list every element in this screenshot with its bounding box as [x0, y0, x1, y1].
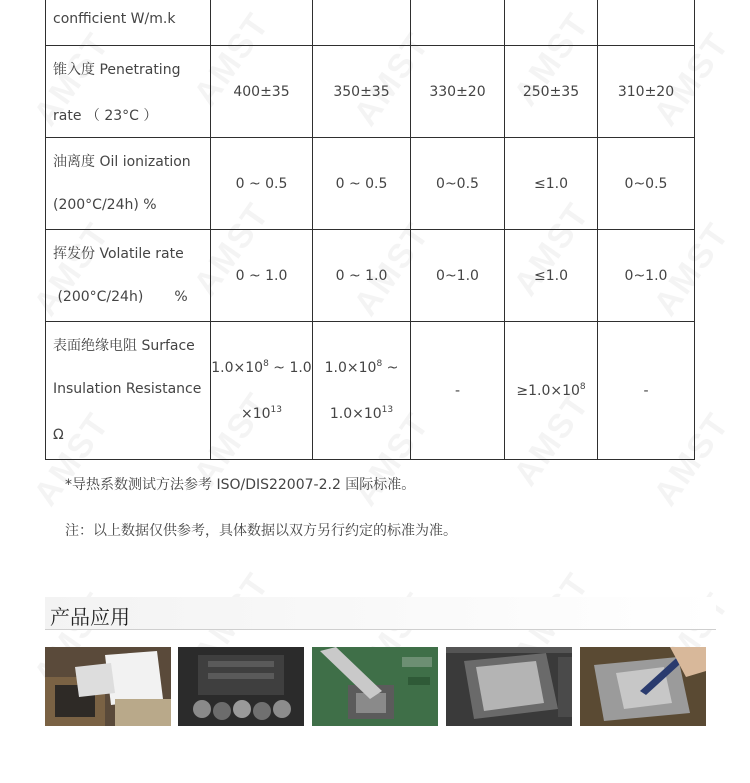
- table-cell: [211, 0, 313, 46]
- label-line: 表面绝缘电阻 Surface: [53, 338, 195, 354]
- disclaimer-note: 注：以上数据仅供参考，具体数据以双方另行约定的标准为准。: [65, 523, 457, 539]
- label-line: 油离度 Oil ionization: [53, 154, 191, 170]
- row-label: [46, 46, 211, 138]
- row-label: [46, 230, 211, 322]
- photo-thermal-pad-on-cpu-socket: [45, 647, 171, 726]
- label-line: (200°C/24h) %: [53, 197, 157, 213]
- label-line: confficient W/m.k: [53, 11, 176, 27]
- table-cell: $\ge 1.0\times 10^8$: [505, 322, 598, 460]
- value-line: $\times 10^{13}$: [241, 404, 282, 422]
- photo-applying-paste-syringe: [312, 647, 438, 726]
- table-cell: [598, 0, 695, 46]
- section-title: 产品应用: [50, 605, 130, 629]
- value-line: $1.0\times 10^8$ ~: [324, 358, 399, 376]
- table-cell: 350±35: [313, 46, 411, 138]
- label-line: 挥发份 Volatile rate: [53, 246, 184, 262]
- table-cell: 250±35: [505, 46, 598, 138]
- row-label: [46, 138, 211, 230]
- row-label: [46, 322, 211, 460]
- table-cell: -: [411, 322, 505, 460]
- table-cell: 330±20: [411, 46, 505, 138]
- table-cell: 310±20: [598, 46, 695, 138]
- test-method-note: *导热系数测试方法参考 ISO/DIS22007-2.2 国际标准。: [65, 477, 416, 493]
- value-line: $1.0\times 10^{13}$: [329, 404, 394, 422]
- table-cell: -: [598, 322, 695, 460]
- section-header: [45, 597, 716, 630]
- table-cell: 0~1.0: [598, 230, 695, 322]
- table-row: [46, 46, 695, 138]
- value-line: $1.0\times 10^8$ ~ 1.0: [211, 358, 312, 376]
- table-cell: 0~0.5: [598, 138, 695, 230]
- table-cell: 400±35: [211, 46, 313, 138]
- table-cell: [313, 0, 411, 46]
- row-label: [46, 0, 211, 46]
- table-cell: 0 ~ 0.5: [211, 138, 313, 230]
- photo-cpu-in-socket: [446, 647, 572, 726]
- table-cell: ≤1.0: [505, 138, 598, 230]
- table-row: [46, 0, 695, 46]
- table-cell: [505, 0, 598, 46]
- photo-spreading-grease-on-cpu: [580, 647, 706, 726]
- photo-heatsink-capacitors-board: [178, 647, 304, 726]
- label-line: (200°C/24h) %: [53, 289, 188, 305]
- table-cell: [411, 0, 505, 46]
- table-cell: 0~0.5: [411, 138, 505, 230]
- spec-table: [45, 0, 695, 460]
- table-row: [46, 322, 695, 460]
- table-row: [46, 230, 695, 322]
- table-cell: ≤1.0: [505, 230, 598, 322]
- table-cell: [313, 322, 411, 460]
- label-line: Ω: [53, 427, 64, 443]
- label-line: rate （ 23°C ）: [53, 108, 158, 124]
- table-row: [46, 138, 695, 230]
- label-line: Insulation Resistance: [53, 381, 202, 397]
- section-divider: [45, 629, 716, 630]
- table-cell: 0 ~ 1.0: [211, 230, 313, 322]
- table-cell: 0 ~ 1.0: [313, 230, 411, 322]
- table-cell: 0~1.0: [411, 230, 505, 322]
- label-line: 锥入度 Penetrating: [53, 62, 181, 78]
- table-cell: 0 ~ 0.5: [313, 138, 411, 230]
- table-cell: [211, 322, 313, 460]
